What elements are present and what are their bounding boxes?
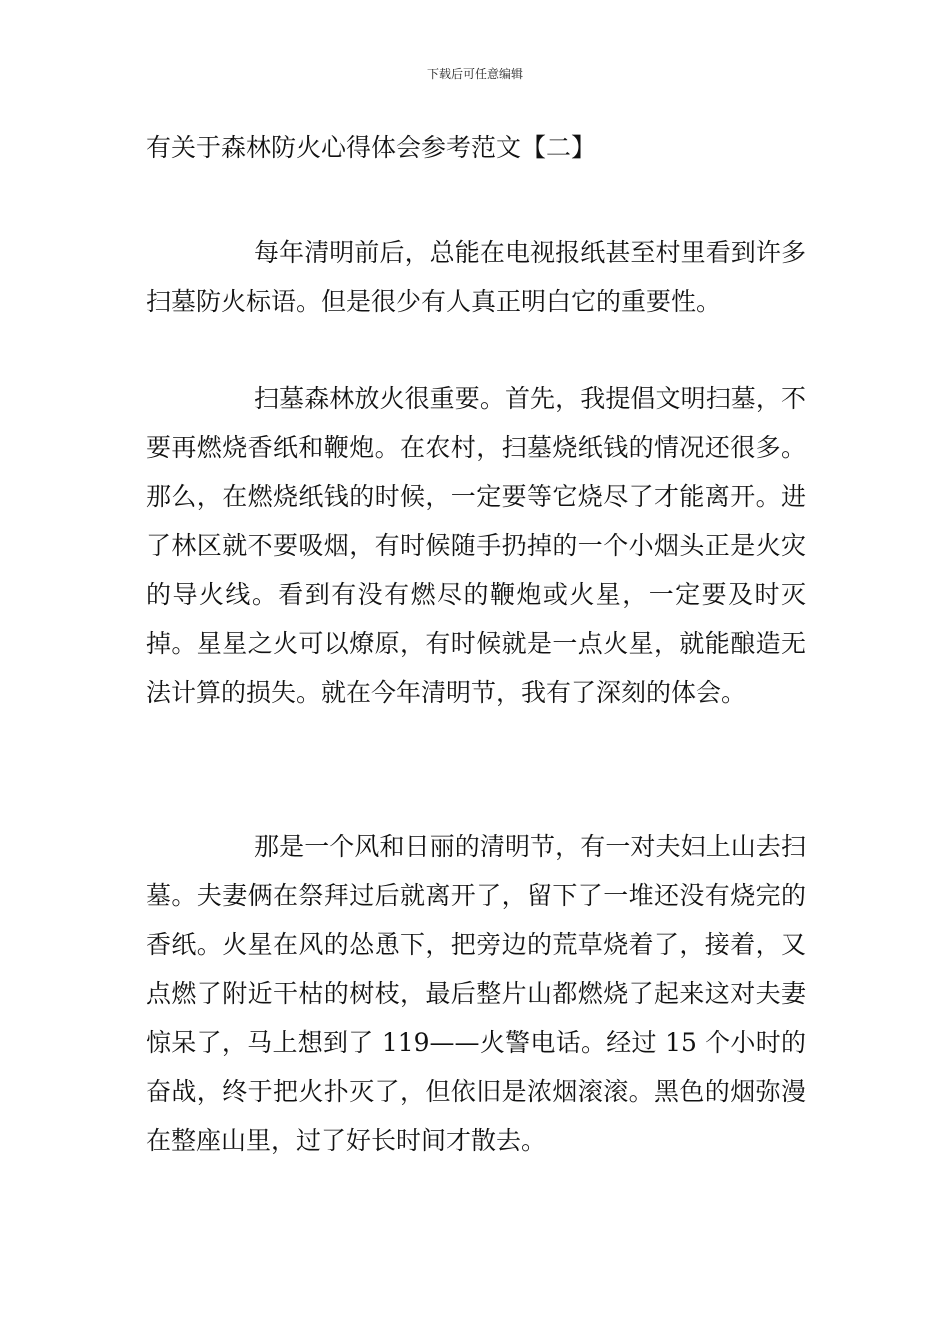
paragraph-1: 每年清明前后，总能在电视报纸甚至村里看到许多扫墓防火标语。但是很少有人真正明白它的重要性。 [146,238,806,316]
page-header-note: 下载后可任意编辑 [426,67,523,81]
paragraph-3: 那是一个风和日丽的清明节，有一对夫妇上山去扫墓。夫妻俩在祭拜过后就离开了，留下了一堆还没有烧完的香纸。火星在风的怂恿下，把旁边的荒草烧着了，接着，又点燃了附近干枯的树枝，最后整片山都燃烧了起来这对夫妻惊呆了，马上想到了 119——火警电话。经过 15 个小时的奋战，终于把火扑灭了，但依旧是浓烟滚滚。黑色的烟弥漫在整座山里，过了好长时间才散去。 [146,832,806,1155]
paragraph-2: 扫墓森林放火很重要。首先，我提倡文明扫墓，不要再燃烧香纸和鞭炮。在农村，扫墓烧纸钱的情况还很多。那么，在燃烧纸钱的时候，一定要等它烧尽了才能离开。进了林区就不要吸烟，有时候随手扔掉的一个小烟头正是火灾的导火线。看到有没有燃尽的鞭炮或火星，一定要及时灭掉。星星之火可以燎原，有时候就是一点火星，就能酿造无法计算的损失。就在今年清明节，我有了深刻的体会。 [146,384,806,707]
document-title: 有关于森林防火心得体会参考范文【二】 [146,133,597,162]
